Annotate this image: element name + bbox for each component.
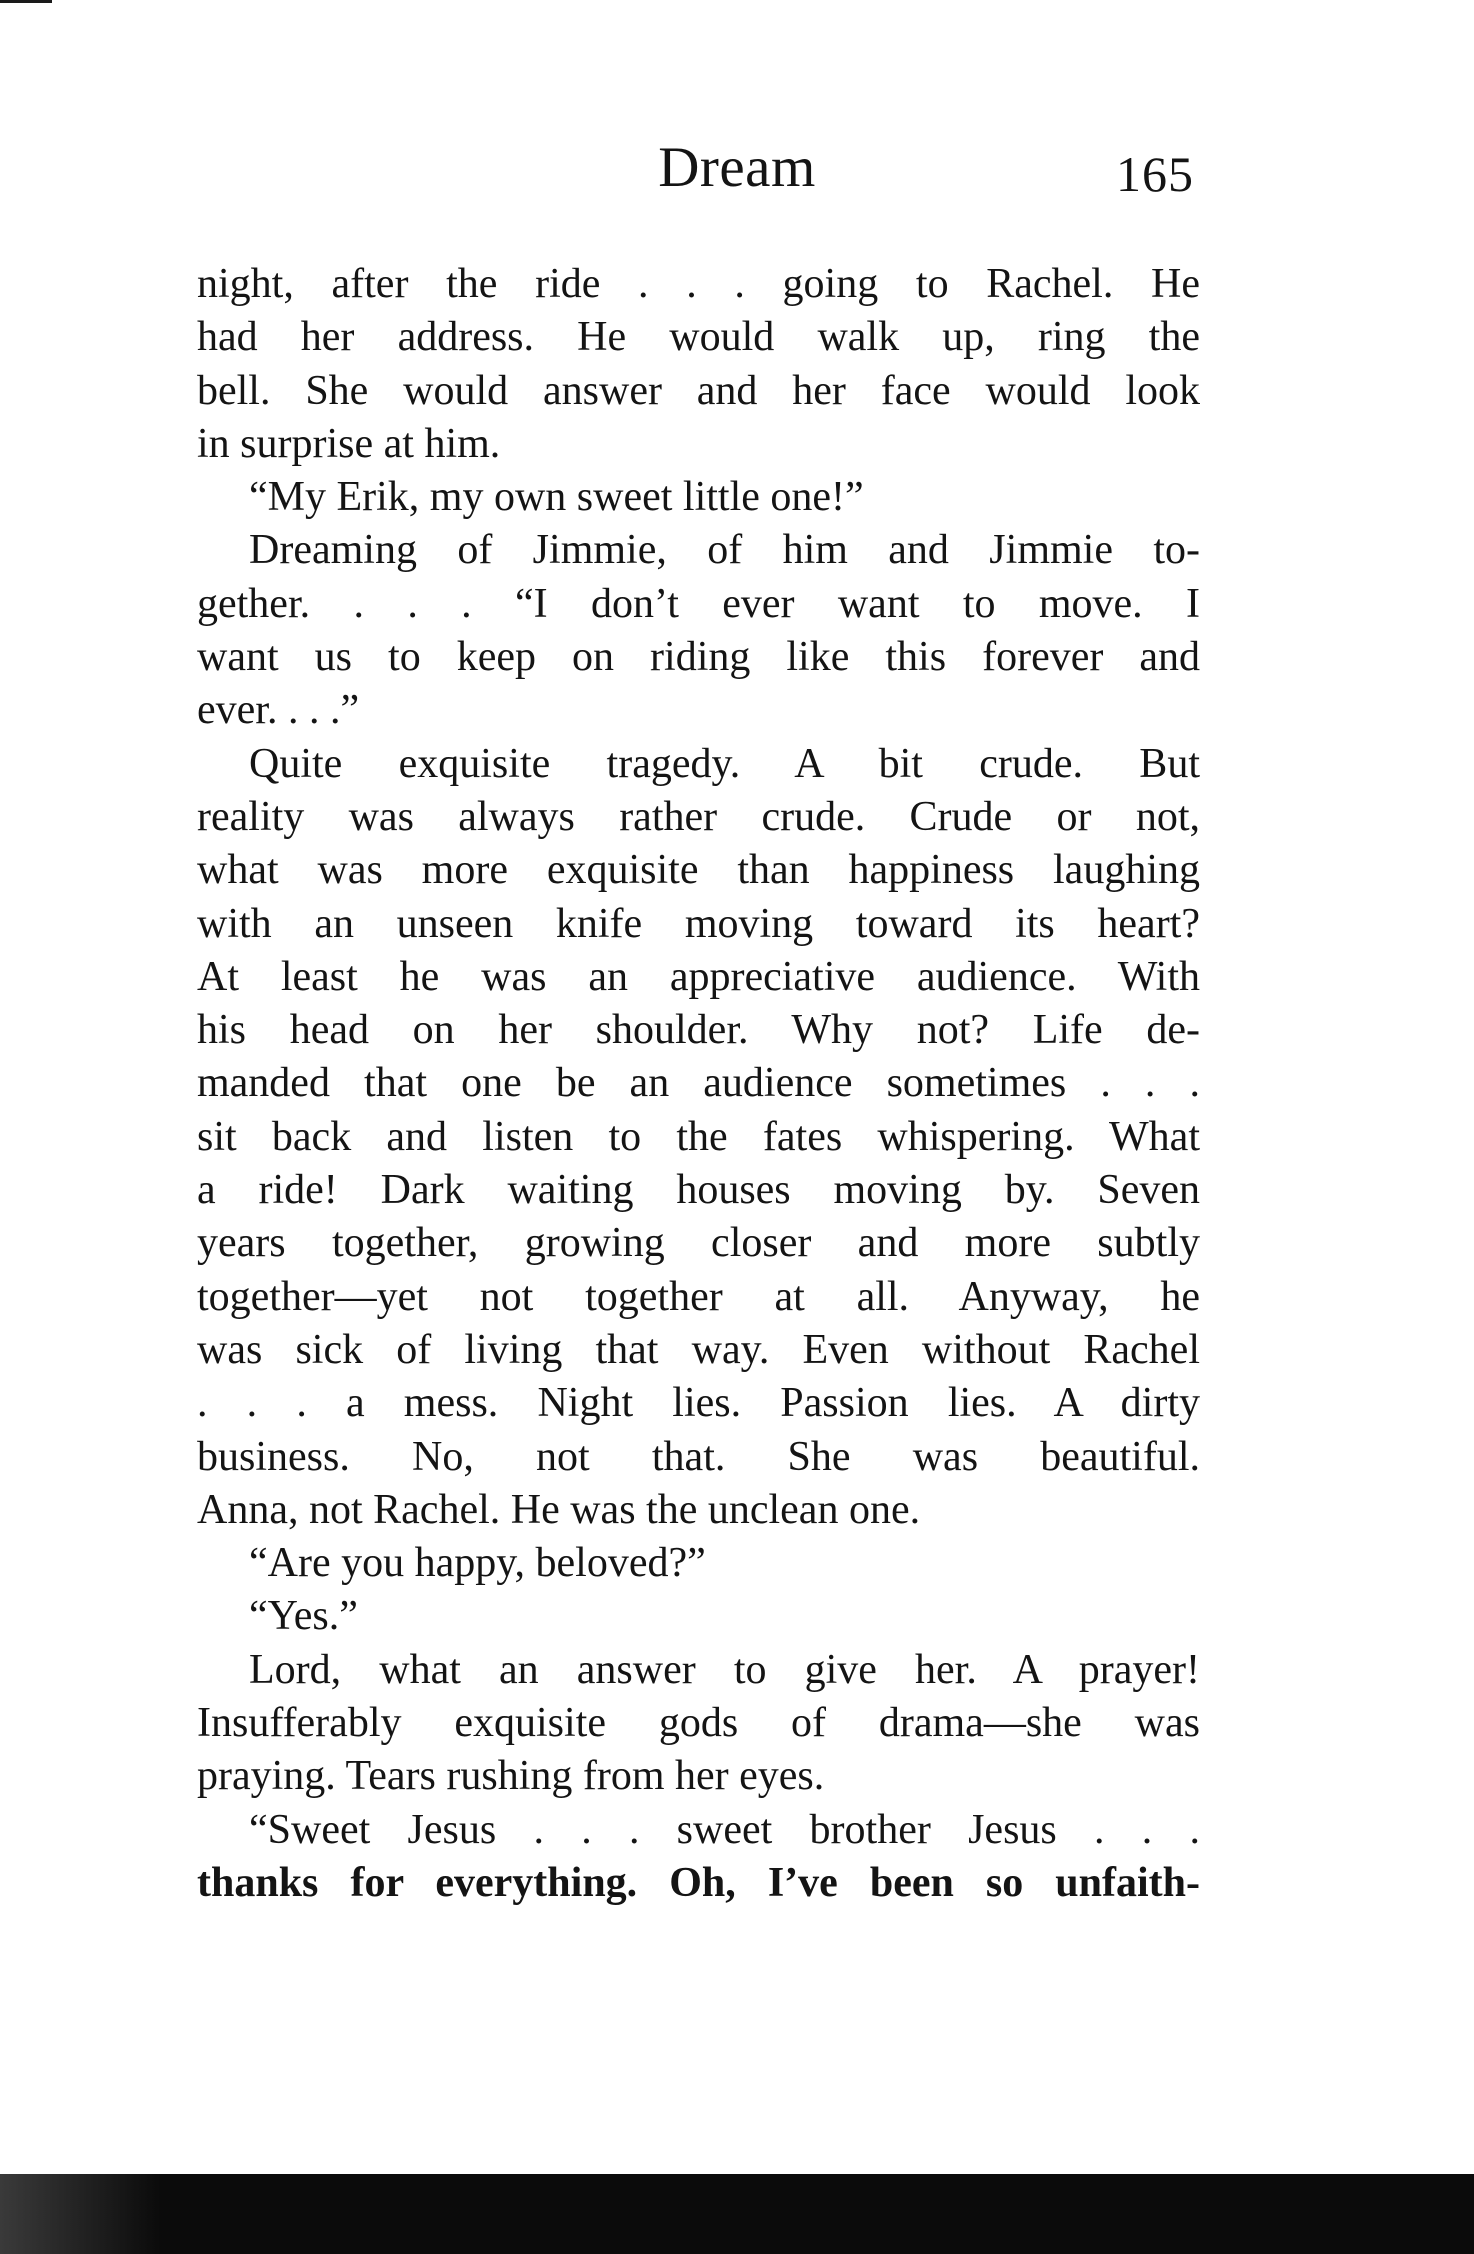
text-line: Dreaming of Jimmie, of him and Jimmie to- <box>249 527 1200 574</box>
text-line: At least he was an appreciative audience. With <box>197 953 1200 1000</box>
text-line: reality was always rather crude. Crude or not, <box>197 793 1200 840</box>
scan-bottom-edge <box>0 2174 1474 2254</box>
text-line: years together, growing closer and more subtly <box>197 1220 1200 1267</box>
text-line: in surprise at him. <box>197 420 501 467</box>
running-head: Dream <box>658 136 816 199</box>
page-number: 165 <box>1116 146 1194 202</box>
text-line: thanks for everything. Oh, I’ve been so unfaith- <box>197 1859 1200 1906</box>
text-line: with an unseen knife moving toward its heart? <box>197 900 1200 947</box>
text-line: together—yet not together at all. Anyway, he <box>197 1273 1200 1320</box>
scan-corner-mark <box>0 0 52 3</box>
text-line: praying. Tears rushing from her eyes. <box>197 1753 825 1800</box>
text-line: Insufferably exquisite gods of drama—she was <box>197 1700 1200 1747</box>
text-line: . . . a mess. Night lies. Passion lies. A dirty <box>197 1380 1200 1427</box>
text-line: Anna, not Rachel. He was the unclean one. <box>197 1486 921 1533</box>
text-line: want us to keep on riding like this forever and <box>197 634 1200 681</box>
text-line: “My Erik, my own sweet little one!” <box>249 474 864 521</box>
text-line: gether. . . . “I don’t ever want to move. I <box>197 580 1200 627</box>
body-text <box>197 258 1200 1910</box>
page-header <box>0 128 1474 208</box>
text-line: business. No, not that. She was beautiful. <box>197 1433 1200 1480</box>
text-line: bell. She would answer and her face would look <box>197 367 1200 414</box>
text-line: manded that one be an audience sometimes . . . <box>197 1060 1200 1107</box>
text-line: “Yes.” <box>249 1593 358 1640</box>
text-line: a ride! Dark waiting houses moving by. Seven <box>197 1167 1200 1214</box>
text-line: Lord, what an answer to give her. A prayer! <box>249 1646 1200 1693</box>
scan-edge-fade <box>0 2174 160 2254</box>
text-line: sit back and listen to the fates whispering. What <box>197 1113 1200 1160</box>
text-line: what was more exquisite than happiness laughing <box>197 847 1200 894</box>
text-line: “Are you happy, beloved?” <box>249 1540 706 1587</box>
text-line: had her address. He would walk up, ring the <box>197 314 1200 361</box>
text-line: was sick of living that way. Even without Rachel <box>197 1326 1200 1373</box>
text-line: his head on her shoulder. Why not? Life de- <box>197 1007 1200 1054</box>
text-line: night, after the ride . . . going to Rachel. He <box>197 261 1200 307</box>
text-line: ever. . . .” <box>197 687 360 734</box>
text-line: “Sweet Jesus . . . sweet brother Jesus . . . <box>249 1806 1200 1853</box>
text-line: Quite exquisite tragedy. A bit crude. But <box>249 740 1200 787</box>
